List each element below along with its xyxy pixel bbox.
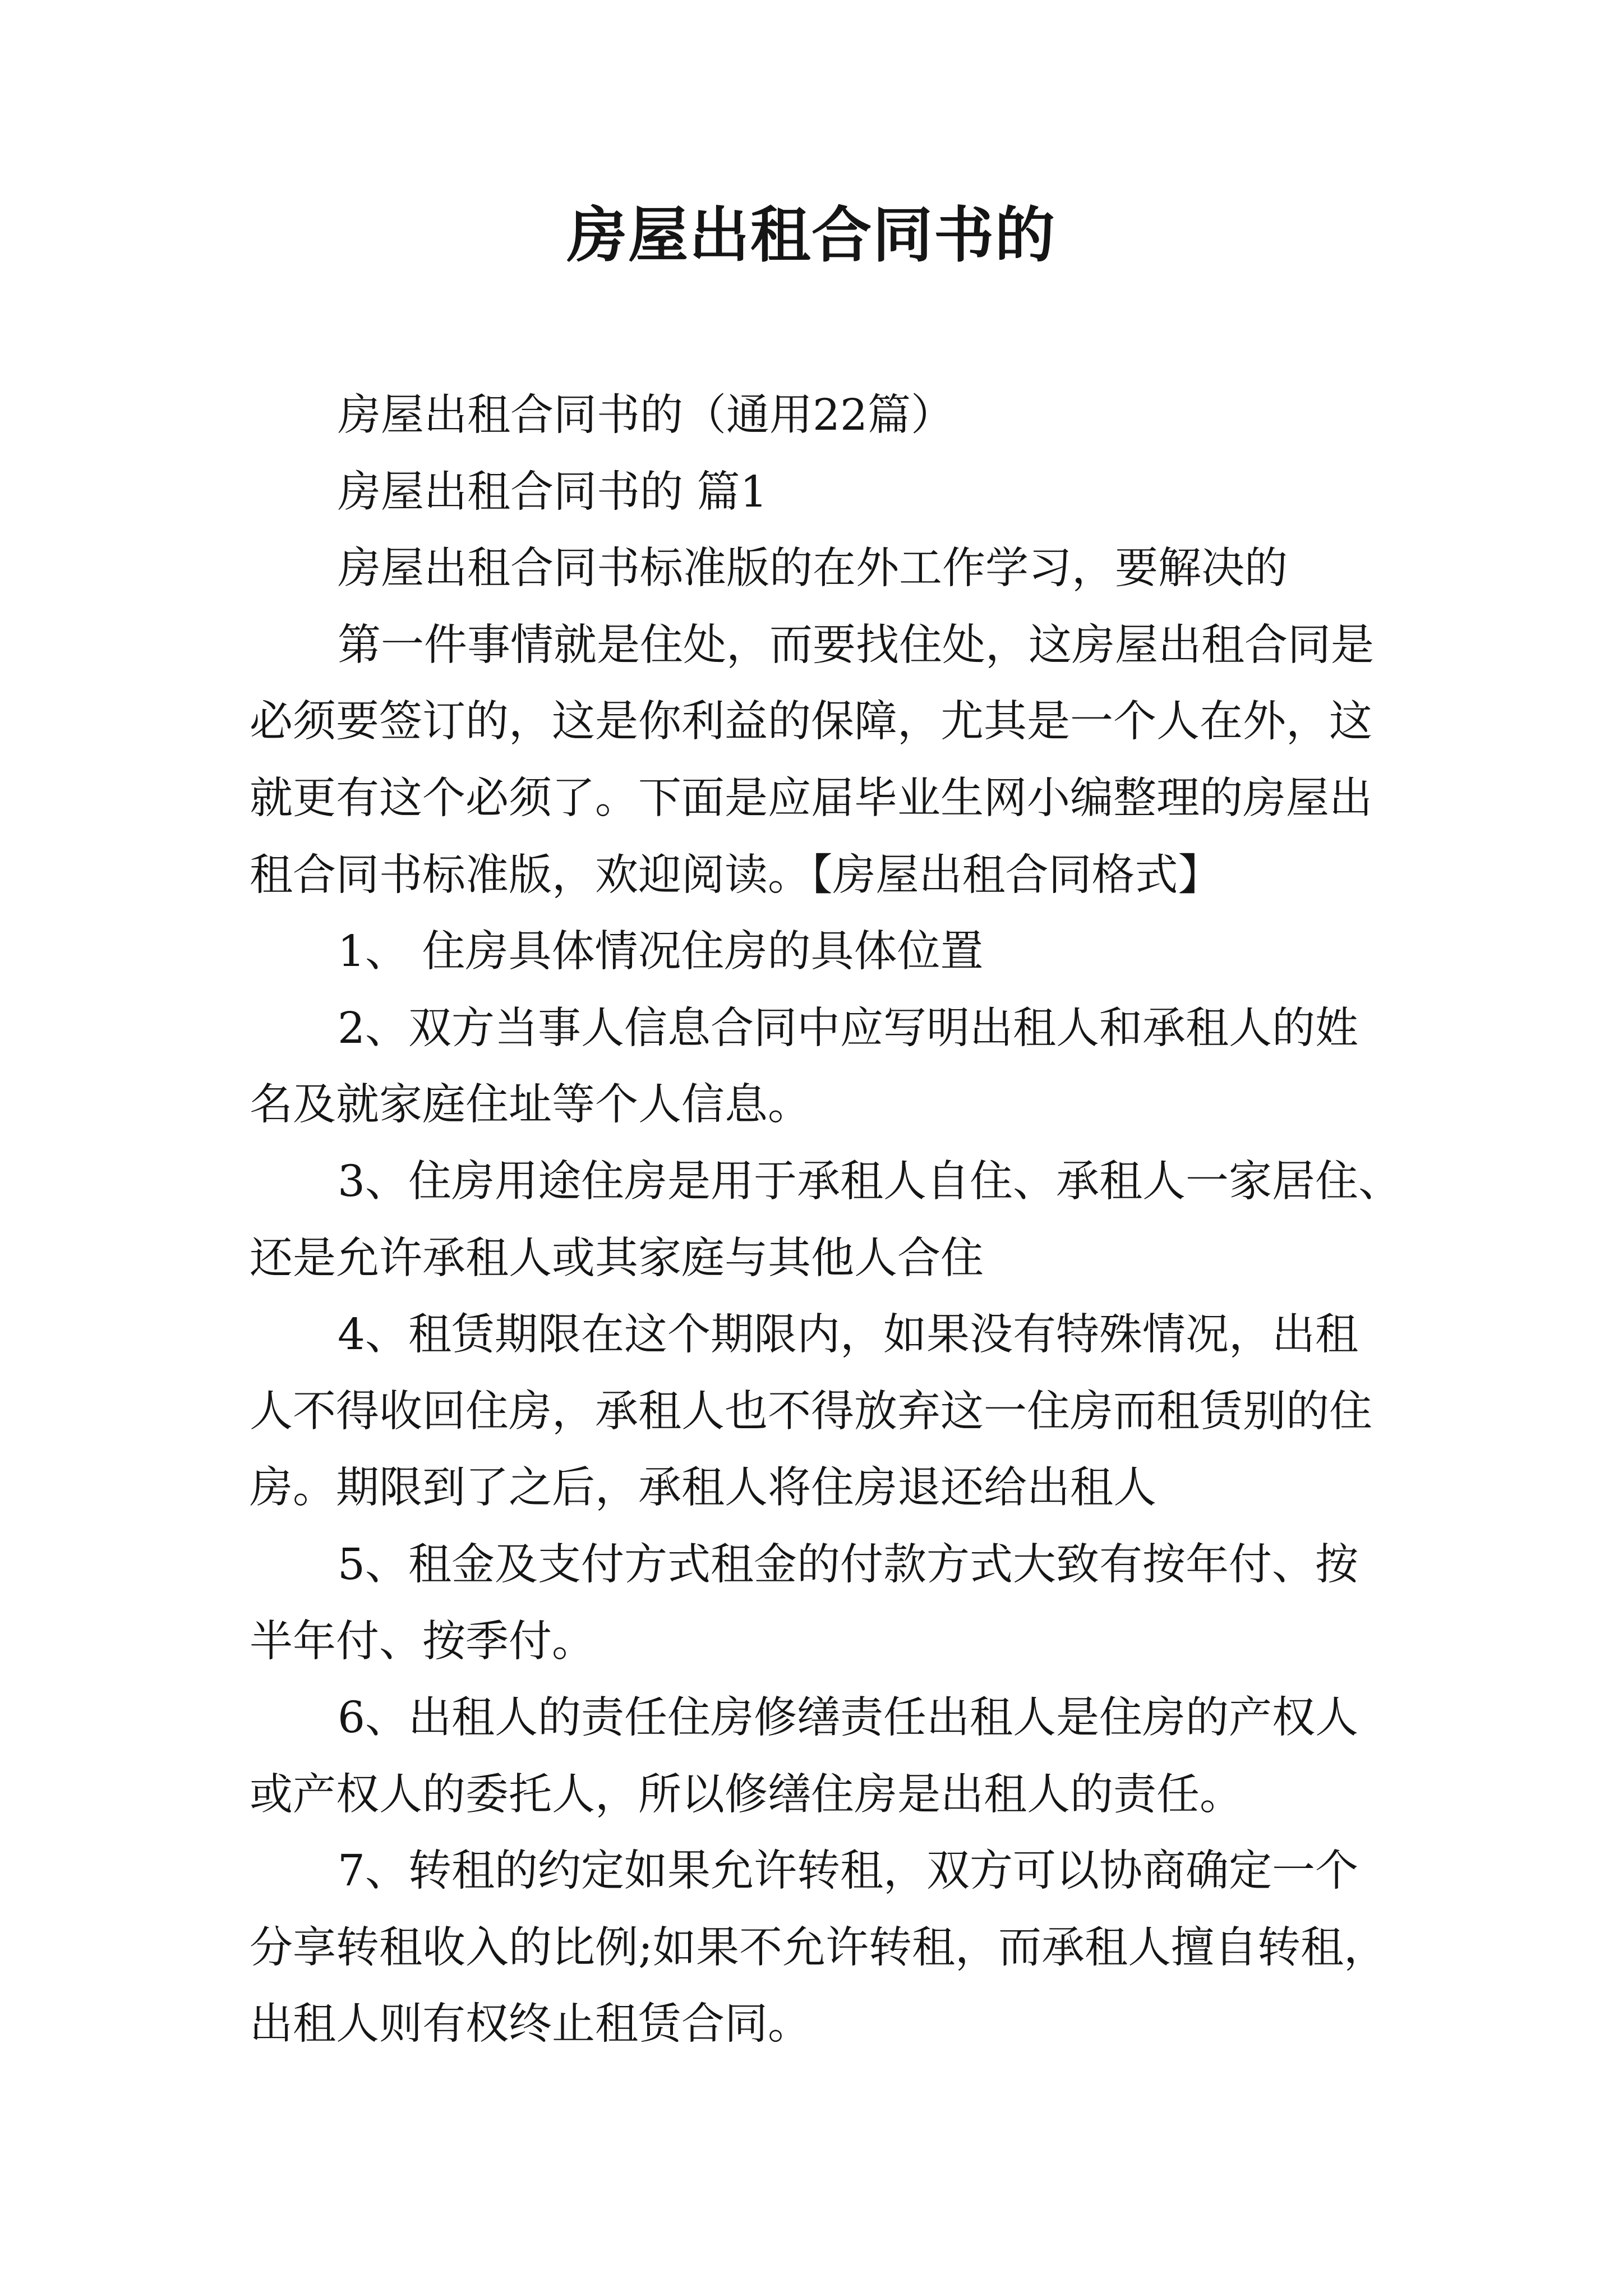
paragraph-line: 6、出租人的责任住房修缮责任出租人是住房的产权人 (338, 1693, 1358, 1743)
list-item-paragraph (250, 1527, 1382, 1680)
paragraph-line: 房屋出租合同书标准版的在外工作学习，要解决的 (338, 544, 1288, 594)
paragraph-line: 还是允许承租人或其家庭与其他人合住 (250, 1233, 984, 1283)
paragraph-line: 半年付、按季付。 (250, 1616, 595, 1667)
paragraph-line: 必须要签订的，这是你利益的保障，尤其是一个人在外，这 (250, 697, 1372, 747)
document-body (250, 378, 1401, 2063)
paragraph-line: 就更有这个必须了。下面是应届毕业生网小编整理的房屋出 (250, 773, 1372, 823)
paragraph-line: 1、 住房具体情况住房的具体位置 (338, 927, 984, 977)
list-item-paragraph (250, 1297, 1382, 1527)
paragraph-line: 房。期限到了之后，承租人将住房退还给出租人 (250, 1463, 1156, 1513)
paragraph-line: 7、转租的约定如果允许转租，双方可以协商确定一个 (338, 1846, 1358, 1897)
paragraph-line: 4、租赁期限在这个期限内，如果没有特殊情况，出租 (338, 1310, 1358, 1360)
paragraph-line: 名及就家庭住址等个人信息。 (250, 1080, 811, 1130)
list-item-paragraph (250, 991, 1382, 1144)
paragraph-subtitle (250, 378, 1382, 454)
paragraph-line: 分享转租收入的比例;如果不允许转租，而承租人擅自转租， (250, 1922, 1387, 1973)
list-item-paragraph (250, 914, 1382, 991)
paragraph-line: 3、住房用途住房是用于承租人自住、承租人一家居住、 (338, 1156, 1401, 1207)
list-item-paragraph (250, 1833, 1387, 2063)
paragraph-line: 或产权人的委托人，所以修缮住房是出租人的责任。 (250, 1769, 1243, 1820)
paragraph-line: 房屋出租合同书的 篇1 (338, 467, 768, 517)
document-title: 房屋出租合同书的 (566, 200, 1056, 270)
paragraph-line: 第一件事情就是住处，而要找住处，这房屋出租合同是 (338, 620, 1374, 670)
paragraph-line: 5、租金及支付方式租金的付款方式大致有按年付、按 (338, 1539, 1358, 1590)
paragraph-section-heading (250, 454, 1382, 531)
paragraph-line: 2、双方当事人信息合同中应写明出租人和承租人的姓 (338, 1003, 1358, 1053)
paragraph-line: 租合同书标准版，欢迎阅读。【房屋出租合同格式】 (250, 850, 1221, 900)
paragraph-line: 人不得收回住房，承租人也不得放弃这一住房而租赁别的住 (250, 1386, 1372, 1437)
list-item-paragraph (250, 1144, 1401, 1297)
list-item-paragraph (250, 1680, 1382, 1833)
paragraph (250, 608, 1382, 914)
paragraph-line: 房屋出租合同书的（通用22篇） (338, 390, 954, 440)
paragraph-line: 出租人则有权终止租赁合同。 (250, 1999, 811, 2050)
paragraph (250, 531, 1382, 608)
